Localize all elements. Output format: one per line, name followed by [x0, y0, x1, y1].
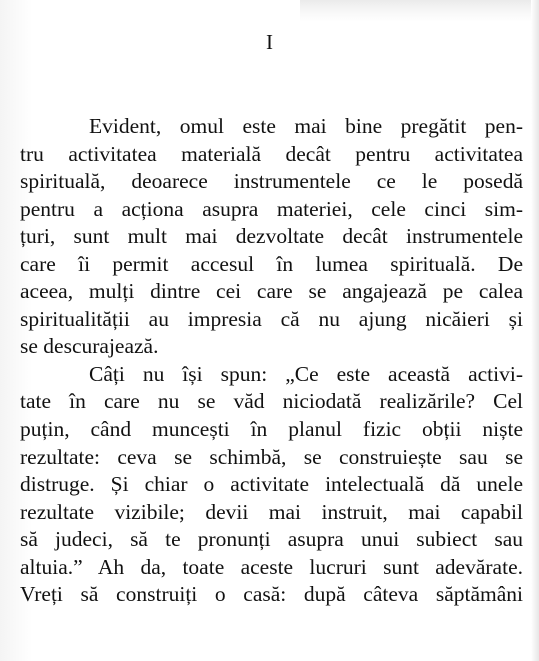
text-line: spiritualității au impresia că nu ajung nicăieri și: [20, 306, 523, 331]
text-line: tate în care nu se văd niciodată realizările? Cel: [20, 389, 523, 414]
text-line: aceea, mulți dintre cei care se angajează pe calea: [20, 279, 523, 304]
page-edge-shadow: [300, 0, 539, 22]
paragraph: [20, 361, 523, 609]
page-edge-shadow: [531, 0, 539, 661]
text-line: pentru a acționa asupra materiei, cele cinci sim-: [20, 196, 523, 221]
body-text: [20, 113, 523, 609]
text-line: Evident, omul este mai bine pregătit pen-: [89, 114, 523, 138]
text-line: țuri, sunt mult mai dezvoltate decât instrumentele: [20, 224, 523, 249]
text-line: Vreți să construiți o casă: după câteva săptămâni: [20, 582, 523, 607]
paragraph: [20, 113, 523, 361]
text-line: care îi permit accesul în lumea spirituală. De: [20, 251, 523, 276]
text-line: altuia.” Ah da, toate aceste lucruri sunt adevărate.: [20, 554, 523, 579]
text-line: se descurajează.: [20, 334, 159, 359]
text-line: să judeci, să te pronunți asupra unui subiect sau: [20, 527, 523, 552]
chapter-number: I: [266, 30, 273, 54]
text-line: Câți nu își spun: „Ce este această activi-: [89, 361, 523, 386]
text-line: spirituală, deoarece instrumentele ce le posedă: [20, 169, 523, 194]
text-line: tru activitatea materială decât pentru activitatea: [20, 141, 523, 166]
text-line: distruge. Și chiar o activitate intelectuală dă unele: [20, 472, 523, 497]
text-line: rezultate vizibile; devii mai instruit, mai capabil: [20, 499, 523, 524]
text-line: rezultate: ceva se schimbă, se construiește sau se: [20, 444, 523, 469]
text-line: puțin, când muncești în planul fizic obții niște: [20, 417, 523, 442]
